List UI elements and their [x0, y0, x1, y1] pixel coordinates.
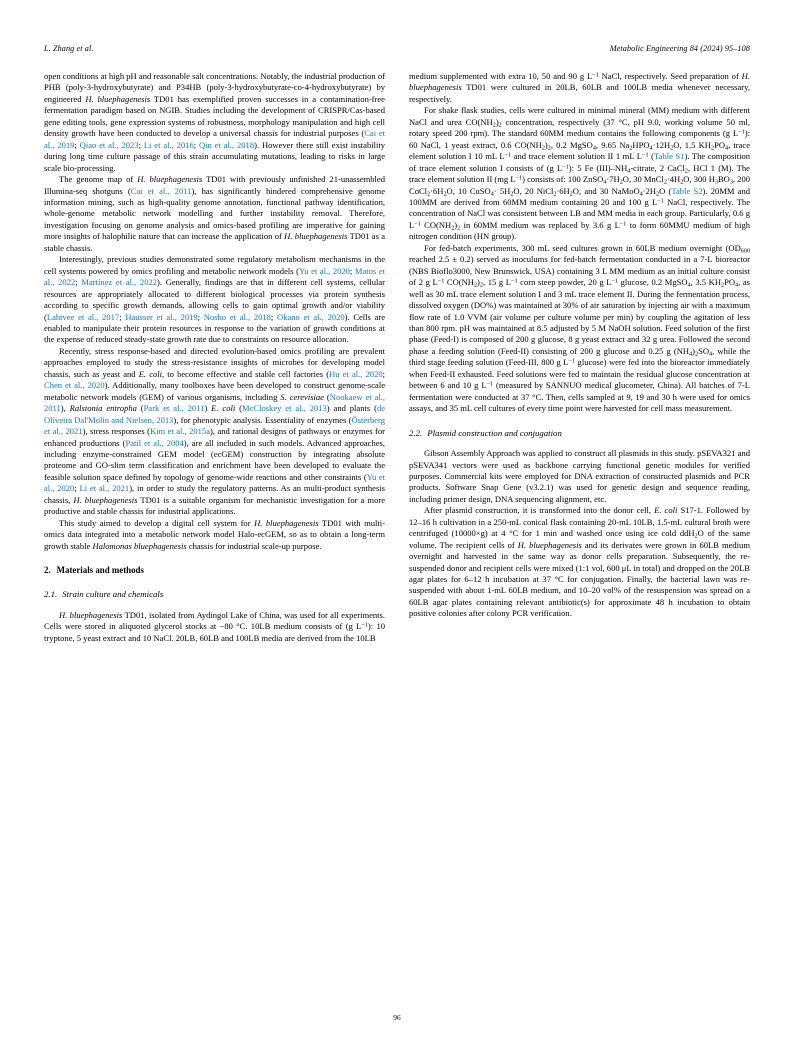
- subscript: 600: [740, 248, 750, 255]
- species-name: H. bluephagenesis: [254, 517, 319, 528]
- text-run: and its derivates were grown in 60LB medium overnight and harvested in the same way as donor cells preparation. Subsequently, the re-suspended donor and recipient cells were mixed (1:1 vol, 600 μL in total) and dropped on the 20LB agar plates for 6–12 h incubation at 37 °C for conjugation. Finally, the bacterial lawn was re-suspended with about 1-mL 60LB medium, and 10–20 vol% of the resuspension was spread on a 60LB agar plates containing relevant antibiotic(s) for approximate 48 h incubation to obtain positive colonies after colony PCR verification.: [409, 539, 750, 619]
- text-run: ), has significantly hindered comprehensive genome information mining, such as high-quality genome annotation, functional pathway identification, whole-genome metabolic network modelling and further instability removal. Therefore, investigation focusing on genome analysis and omics-based profiling are imperative for gaining more insights of halophilic nature that can increase the application of: [44, 185, 385, 242]
- text-run: , while the third stage feeding solution (Feed-III, 800 g L: [409, 345, 750, 368]
- text-run: ), and rational designs of pathways or enzymes for enhanced productions (: [44, 426, 386, 448]
- subsection-title: Plasmid construction and conjugation: [427, 427, 562, 438]
- superscript: −1: [611, 278, 618, 285]
- text-run: TD01 with multi-omics data integrated into a metabolic network model Halo-ecGEM, so as to obtain a long-term growth stable: [44, 517, 385, 551]
- subscript: 4: [649, 145, 653, 152]
- table-link[interactable]: Table S1: [654, 151, 685, 162]
- paragraph-fed-batch: [409, 243, 750, 415]
- species-name: H. bluephagenesis: [59, 609, 123, 620]
- subscript: 4: [592, 145, 596, 152]
- superscript: −1: [504, 152, 512, 159]
- text-run: ): [692, 345, 696, 356]
- text-run: , 9.65 Na: [595, 139, 630, 150]
- text-run: glucose) were fed into the bioreactor immediately when Feed-II exhausted. Feed solutions were fed to maintain the residual glucose concentration at between 6 and 10 g L: [409, 357, 750, 391]
- superscript: −1: [562, 164, 569, 171]
- subscript: 4: [689, 351, 693, 358]
- text-run: ·6H: [430, 185, 444, 196]
- text-run: ·4H: [666, 174, 681, 185]
- citation-link[interactable]: Qin et al., 2018: [198, 139, 255, 150]
- superscript: −1: [515, 175, 523, 182]
- species-name: E. coli: [211, 403, 236, 414]
- text-run: CO(NH: [420, 219, 452, 230]
- section-heading-materials-and-methods: [44, 565, 385, 576]
- subscript: 2: [498, 122, 502, 129]
- subscript: 2: [695, 351, 699, 358]
- superscript: −1: [642, 152, 649, 159]
- paragraph-regulatory-metabolism: [44, 254, 385, 346]
- text-run: ). The composition of trace element solution I consists of (g L: [409, 151, 750, 173]
- paragraph-continuation: [409, 71, 750, 105]
- text-run: in 60MM medium was replaced by 3.6 g L: [460, 219, 620, 230]
- subscript: 2: [569, 190, 573, 197]
- text-run: chassis for industrial scale-up purpose.: [186, 540, 322, 551]
- subscript: 2: [684, 167, 688, 174]
- text-run: ): [454, 219, 458, 230]
- subscript: 2: [451, 225, 455, 232]
- citation-link[interactable]: Cai et al., 2019: [44, 128, 385, 150]
- superscript: −1: [361, 622, 368, 629]
- text-run: (: [136, 403, 144, 414]
- text-run: For fed-batch experiments, 300 mL seed cultures grown in 60LB medium overnight (OD: [424, 242, 741, 253]
- text-run: O (: [659, 185, 672, 196]
- citation-link[interactable]: Hausser et al., 2019: [125, 311, 198, 322]
- paragraph-gibson-assembly: Gibson Assembly Approach was applied to construct all plasmids in this study. pSEVA321 and pSEVA341 vectors were used as backbone carrying functional genetic modules for verified purposes. Commercial kits were employed for DNA extraction of constructed plasmids and PCR products. Software Snap Gene (v3.2.1) was used for genetic design and sequence reading, including primer design, DNA sequencing alignment, etc.: [409, 448, 750, 504]
- subscript: 2: [710, 145, 715, 152]
- text-run: Recently, stress response-based and directed evolution-based omics profiling are prevalent approaches employed to study the stress-resistance insights of microbes for developing model chassis, such as yeast and: [44, 345, 385, 379]
- subscript: 4: [735, 282, 739, 289]
- subscript: 2: [547, 145, 551, 152]
- text-run: ;: [197, 311, 204, 322]
- running-head-journal-ref: Metabolic Engineering 84 (2024) 95–108: [609, 44, 750, 53]
- text-run: ;: [138, 139, 144, 150]
- subscript: 3: [729, 179, 733, 186]
- text-run: ): [477, 277, 480, 288]
- subscript: 2: [443, 190, 447, 197]
- text-run: , as well as 30 mL trace element solution I and 3 mL trace element II. During the fermentation process, dissolved oxygen (DO%) was maintained at 30% of air saturation by injecting air with a maximum flow rate of 1.0 VVM (air volume per culture volume per min) by coupling the agitation of less than 800 rpm. pH was maintained at 8.5 adjusted by 5 M NaOH solution. Feed solution of the first phase (Feed-I) is composed of 200 g glucose, 8 g yeast extract and 32 g urea. Followed the second phase a feeding solution (Feed-II) consisting of 200 g glucose and 0.25 g (NH: [409, 277, 750, 356]
- citation-link[interactable]: Martínez et al., 2022: [81, 277, 158, 288]
- text-run: O, 30 MnCl: [622, 174, 664, 185]
- text-run: (: [323, 391, 330, 402]
- text-run: O of the same volume. The recipient cells of: [409, 528, 750, 550]
- text-run: HPO: [632, 139, 650, 150]
- text-run: O, 10 CuSO: [446, 185, 491, 196]
- citation-link[interactable]: Qiao et al., 2023: [79, 139, 139, 150]
- text-run: · 5H: [493, 185, 511, 196]
- subscript: 2: [721, 282, 725, 289]
- text-run: Interestingly, previous studies demonstrated some regulatory metabolism mechanisms in the cell systems powered by omics profiling and metabolic network models (: [44, 254, 385, 276]
- paragraph-conjugation: [409, 505, 750, 620]
- text-run: ). 20MM and 100MM are derived from 60MM medium containing 20 and 100 g L: [409, 185, 750, 207]
- text-run: (measured by SANNUO medical glucometer, China). All batches of 7-L fermentation were conducted at 37 °C. Then, cells sampled at 9, 19 and 30 h were used for omics assays, and 35 mL cell cultures of every time point were harvested for cell mass measurement.: [409, 380, 750, 414]
- text-run: PO: [724, 277, 736, 288]
- citation-link[interactable]: Okano et al., 2020: [277, 311, 345, 322]
- subsection-heading-plasmid-construction: [409, 428, 750, 439]
- paragraph-strain-culture: [44, 610, 385, 644]
- text-run: The genome map of: [59, 174, 138, 185]
- text-run: ). Cells are enabled to manipulate their protein resources in response to the variation of growth conditions at the expense of reduced steady-state growth rate due to constraints on resource allocation.: [44, 311, 386, 345]
- text-run: NaCl, respectively. Seed preparation of: [598, 71, 742, 81]
- text-run: O, 1.5 KH: [673, 139, 711, 150]
- text-run: , 15 g L: [482, 277, 511, 288]
- subscript: 4: [490, 190, 494, 197]
- superscript: −1: [486, 381, 494, 388]
- subscript: 2: [457, 225, 461, 232]
- superscript: −1: [738, 129, 745, 136]
- subscript: 2: [541, 145, 545, 152]
- species-name: S. cerevisiae: [280, 391, 324, 402]
- text-run: medium supplemented with extra 10, 50 and 90 g L: [409, 71, 593, 81]
- subscript: 2: [680, 179, 684, 186]
- text-run: ). However there still exist instability during long time culture passage of this strain accumulating mutations, leading to risks in large scale bio-processing.: [44, 139, 385, 173]
- page-number: 96: [393, 1013, 401, 1022]
- text-run: , to become effective and stable cell factories (: [162, 368, 330, 379]
- text-run: ;: [74, 483, 80, 494]
- subscript: 2: [492, 122, 496, 129]
- section-number: 2.: [44, 565, 51, 576]
- text-run: ·12H: [652, 139, 671, 150]
- text-run: TD01 with previously unfinished 21-unassembled Illumina-seq shotguns (: [44, 174, 385, 196]
- subscript: 2: [629, 145, 633, 152]
- text-run: ): 5 Fe (III)–NH: [568, 162, 628, 173]
- text-run: ), for phenotypic analysis. Essentiality of enzymes (: [173, 414, 352, 425]
- text-run: O, 20 NiCl: [513, 185, 554, 196]
- text-run: , trace element solution I 10 mL L: [409, 139, 751, 162]
- subscript: 2: [553, 190, 557, 197]
- text-run: corn steep powder, 20 g L: [517, 277, 612, 288]
- text-run: ;: [119, 311, 126, 322]
- text-run: TD01 has exemplified proven successes in a contamination-free fermentation paradigm based on NGIB. Studies including the development of CRISPR/Cas-based gene editing tools, gene expression systems of robustness, morphology manipulation and high cell density growth have been conducted to develop a universal chassis for industrial purposes (: [44, 93, 385, 139]
- species-name: Halomonas bluephagenesis: [92, 540, 187, 551]
- text-run: ·7H: [606, 174, 620, 185]
- text-run: ),: [60, 403, 70, 414]
- left-column: [44, 71, 385, 996]
- text-run: ·2H: [642, 185, 657, 196]
- text-run: (: [235, 403, 242, 414]
- text-run: and trace element solution II 1 mL L: [511, 151, 643, 162]
- text-run: After plasmid construction, it is transformed into the donor cell,: [424, 505, 655, 516]
- superscript: −1: [437, 278, 445, 285]
- text-run: NaCl, respectively. The concentration of NaCl was consistent between LB and MM media in each group. Particularly, 0.6 g L: [409, 196, 750, 230]
- text-run: to form 60MMU medium of high nitrogen condition (HN group).: [409, 219, 750, 242]
- text-run: TD01 as a stable chassis.: [44, 231, 385, 253]
- text-run: ;: [75, 277, 82, 288]
- text-run: TD01, isolated from Aydingol Lake of China, was used for all experiments. Cells were stored in aliquoted glycerol stocks at −80 °C. 10LB medium consists of (g L: [44, 609, 385, 632]
- superscript: −1: [511, 278, 518, 285]
- text-run: ): [204, 403, 212, 414]
- citation-link[interactable]: Hu et al., 2020: [329, 368, 383, 379]
- subscript: 2: [663, 179, 667, 186]
- subscript: 2: [479, 282, 483, 289]
- text-run: ;: [349, 265, 355, 276]
- subscript: 2: [510, 190, 514, 197]
- species-name: H. bluephagenesis: [73, 494, 138, 505]
- text-run: open conditions at high pH and reasonable salt concentrations. Notably, the industrial production of PHB (poly-3-hydroxybutyrate) and P34HB (poly-3-hydroxybutyrate-co-4-hydroxybutyrate) by engineered: [44, 71, 385, 104]
- text-run: BO: [717, 174, 730, 185]
- text-run: TD01 is a suitable organism for mechanistic investigation for a more productive and stable chassis for industrial applications.: [44, 494, 385, 517]
- right-column: [409, 71, 750, 996]
- subscript: 4: [603, 179, 607, 186]
- subscript: 2: [670, 145, 674, 152]
- subscript: 4: [725, 145, 729, 152]
- text-run: This study aimed to develop a digital cell system for: [59, 517, 255, 528]
- text-run: SO: [698, 345, 710, 356]
- species-name: H. bluephagenesis: [85, 93, 151, 104]
- species-name: H. bluephagenesis: [517, 539, 582, 550]
- citation-link[interactable]: Li et al., 2021: [79, 483, 130, 494]
- subscript: 2: [694, 533, 698, 540]
- paragraph-stress-response: [44, 346, 385, 518]
- text-run: , 3.5 KH: [690, 277, 722, 288]
- text-run: (: [648, 151, 654, 162]
- species-name: H. bluephagenesis: [137, 174, 203, 185]
- running-head: [44, 44, 750, 58]
- subsection-number: 2.2.: [409, 427, 423, 438]
- text-run: , HCl 1 (M). The trace element solution II (mg L: [409, 162, 750, 185]
- text-run: -citrate, 2 CaCl: [630, 162, 685, 173]
- superscript: −1: [568, 358, 576, 365]
- paragraph-continuation: [44, 71, 385, 174]
- text-run: TD01 were cultured in 20LB, 60LB and 100LB media whenever necessary, respectively.: [409, 82, 750, 104]
- subscript: 2: [427, 190, 431, 197]
- subscript: 4: [687, 282, 691, 289]
- citation-link[interactable]: Patil et al., 2004: [125, 437, 184, 448]
- text-run: reached 2.5 ± 0.2) served as inoculums for fed-batch fermentation conducted in a 7-L bioreactor (NBS Bioflo3000, New Brunswick, USA) containing 3 L MM medium as an initial culture consist of 2 g L: [409, 254, 750, 288]
- citation-link[interactable]: McCloskey et al., 2013: [241, 403, 327, 414]
- citation-link[interactable]: Li et al., 2016: [143, 139, 194, 150]
- text-run: ). Generally, findings are that in different cell systems, cellular resources are appropriately allocated to different biological processes via protein synthesis according to specific growth demands, allowing cells to gain optimal growth and/or viability (: [44, 277, 385, 322]
- text-run: CO(NH: [444, 277, 474, 288]
- subsection-number: 2.1.: [44, 589, 58, 600]
- subsection-heading-strain-culture: [44, 589, 385, 600]
- text-run: , 200 CoCl: [409, 174, 750, 196]
- text-run: ·6H: [556, 185, 570, 196]
- citation-link[interactable]: Kim et al., 2015a: [149, 426, 211, 437]
- text-run: ). Additionally, many toolboxes have been developed to construct genome-scale metabolic network models (GEM) of various organisms, including: [44, 380, 385, 402]
- text-run: O, and 30 NaMoO: [572, 185, 640, 196]
- text-run: glucose, 0.2 MgSO: [617, 277, 688, 288]
- citation-link[interactable]: Österberg et al., 2021: [44, 414, 385, 437]
- species-name: E. coli: [654, 505, 678, 516]
- text-run: ) consists of: 100 ZnSO: [522, 174, 604, 185]
- text-run: ), stress responses (: [82, 426, 150, 437]
- citation-link[interactable]: Chen et al., 2020: [44, 380, 105, 391]
- paragraph-genome-map: [44, 174, 385, 254]
- paragraph-study-aim: [44, 518, 385, 552]
- text-run: O, 300 H: [683, 174, 715, 185]
- text-run: ;: [193, 139, 199, 150]
- citation-link[interactable]: Lahtvee et al., 2017: [46, 311, 120, 322]
- text-run: ), in order to study the regulatory patterns. As an multi-product synthesis chassis,: [44, 483, 385, 505]
- text-run: ) and plants (: [326, 403, 377, 414]
- text-run: ): 60 NaCl, 1 yeast extract, 0.6 CO(NH: [409, 128, 750, 150]
- paragraph-shake-flask: [409, 105, 750, 242]
- text-run: S17-1. Followed by 12–16 h cultivation in a 250-mL conical flask containing 20-mL 10LB, 1.5-mL cultural broth were centrifuged (10000×g) at 4 °C for 1 min and washed once using ice cold ddH: [409, 505, 750, 539]
- text-run: ): [544, 139, 548, 150]
- subscript: 2: [473, 282, 478, 289]
- text-run: ;: [270, 311, 278, 322]
- text-run: ): [495, 116, 499, 127]
- text-run: , 0.2 MgSO: [550, 139, 593, 150]
- running-head-authors: L. Zhang et al.: [44, 44, 94, 53]
- species-name: Ralstonia entropha: [69, 403, 137, 414]
- citation-link[interactable]: Park et al., 2011: [143, 403, 205, 414]
- citation-link[interactable]: Yu et al., 2020: [299, 265, 350, 276]
- table-link[interactable]: Table S2: [671, 185, 703, 196]
- citation-link[interactable]: Cai et al., 2011: [130, 185, 192, 196]
- subscript: 2: [656, 190, 660, 197]
- superscript: −1: [414, 221, 421, 228]
- subscript: 3: [714, 179, 718, 186]
- subscript: 4: [709, 351, 713, 358]
- citation-link[interactable]: Nookaew et al., 2011: [44, 391, 386, 414]
- superscript: −1: [619, 221, 627, 228]
- section-title: Materials and methods: [56, 565, 144, 576]
- text-run: For shake flask studies, cells were cultured in minimal mineral (MM) medium with different NaCl and urea CO(NH: [409, 105, 750, 127]
- text-run: ): 10 tryptone, 5 yeast extract and 10 NaCl. 20LB, 60LB and 100LB media are derived from the 10LB: [44, 621, 386, 643]
- text-run: ), are all included in such models. Advanced approaches, including enzyme-constrained GEM model (ecGEM) construction by integrating absolute proteome and GO-slim term classification and enrichment have been developed to evaluate the feasible solution space defined by topology of genome-wide reactions and other constraints (: [44, 437, 385, 482]
- subscript: 2: [619, 179, 623, 186]
- species-name: E. coli: [138, 368, 163, 379]
- citation-link[interactable]: Matos et al., 2022: [44, 265, 385, 288]
- subscript: 4: [627, 167, 631, 174]
- citation-link[interactable]: de Oliveira Dal'Molin and Nielsen, 2013: [44, 403, 386, 425]
- text-run: ;: [382, 368, 385, 379]
- superscript: −1: [592, 72, 599, 79]
- citation-link[interactable]: Nosho et al., 2018: [203, 311, 271, 322]
- superscript: −1: [657, 198, 664, 205]
- species-name: H. bluephagenesis: [284, 231, 348, 242]
- subscript: 4: [639, 190, 643, 197]
- species-name: H. bluephagenesis: [409, 71, 750, 93]
- two-column-body: [44, 71, 750, 996]
- citation-link[interactable]: Yu et al., 2020: [44, 471, 385, 494]
- text-run: concentration, respectively (37 °C, pH 9.0, working volume 50 ml, rotary speed 200 rpm). The standard 60MM medium contains the following components (g L: [409, 116, 750, 139]
- text-run: ;: [74, 139, 80, 150]
- subsection-title: Strain culture and chemicals: [62, 589, 164, 600]
- text-run: PO: [714, 139, 725, 150]
